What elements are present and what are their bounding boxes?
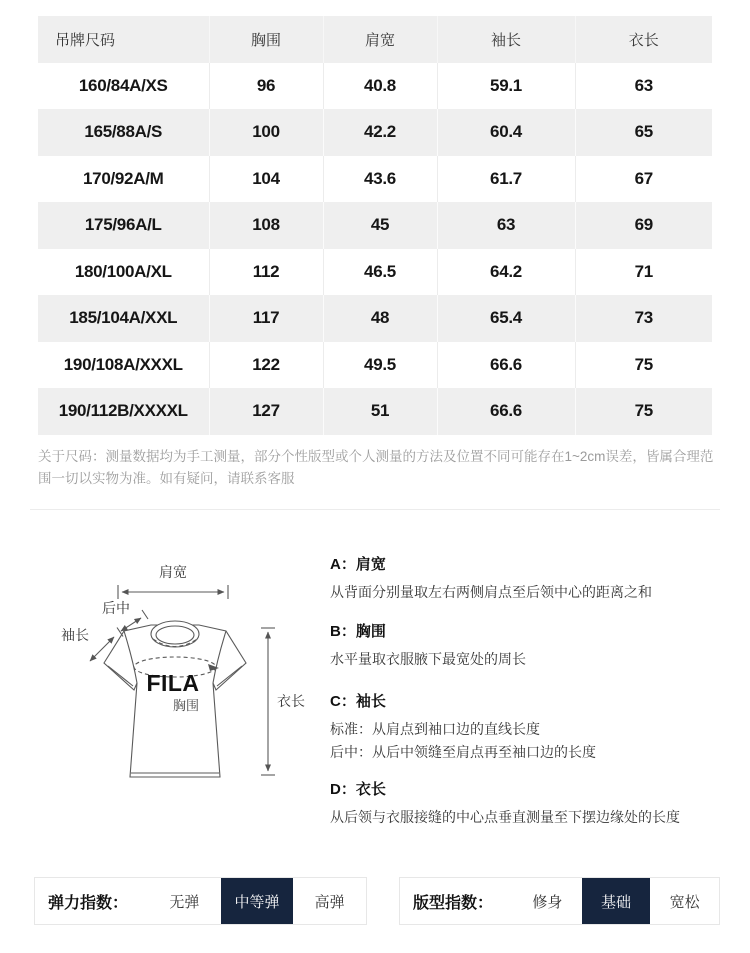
size-cell: 185/104A/XXL	[69, 308, 178, 328]
size-cell: 190/108A/XXXL	[63, 354, 183, 374]
table-row	[38, 202, 712, 249]
table-row	[38, 156, 712, 203]
chest-cell: 100	[209, 109, 323, 156]
table-row	[38, 388, 712, 435]
sleeve-cell: 65.4	[437, 295, 575, 342]
shoulder-cell: 49.5	[323, 342, 437, 389]
elasticity-index-box	[34, 877, 367, 925]
garment-length-label: 衣长	[277, 693, 305, 709]
measure-desc: 水平量取衣服腋下最宽处的周长	[330, 651, 526, 667]
table-row	[38, 342, 712, 389]
column-header-length: 衣长	[575, 16, 712, 63]
table-row	[38, 63, 712, 110]
measure-desc: 从后领与衣服接缝的中心点垂直测量至下摆边缘处的长度	[330, 809, 680, 825]
tshirt-measurement-diagram	[30, 540, 320, 810]
size-cell: 180/100A/XL	[74, 261, 172, 281]
sleeve-cell: 60.4	[437, 109, 575, 156]
length-cell: 75	[575, 388, 712, 435]
chest-cell: 112	[209, 249, 323, 296]
fit-option-slim[interactable]: 修身	[532, 893, 563, 911]
measure-heading: D：衣长	[330, 781, 386, 798]
table-row	[38, 249, 712, 296]
shoulder-cell: 40.8	[323, 63, 437, 110]
elasticity-option-high[interactable]: 高弹	[314, 893, 345, 911]
length-cell: 73	[575, 295, 712, 342]
sleeve-cell: 59.1	[437, 63, 575, 110]
chest-cell: 108	[209, 202, 323, 249]
column-header-chest: 胸围	[209, 16, 323, 63]
size-cell: 170/92A/M	[83, 168, 164, 188]
shoulder-cell: 45	[323, 202, 437, 249]
column-header-sleeve: 袖长	[437, 16, 575, 63]
elasticity-option-medium[interactable]: 中等弹	[221, 878, 294, 924]
sleeve-cell: 61.7	[437, 156, 575, 203]
back-center-tick	[117, 628, 123, 637]
length-cell: 69	[575, 202, 712, 249]
shoulder-cell: 42.2	[323, 109, 437, 156]
measure-desc: 后中：从后中领缝至肩点再至袖口边的长度	[330, 744, 596, 760]
measure-heading: A：肩宽	[330, 556, 386, 573]
size-cell: 160/84A/XS	[78, 75, 168, 95]
measure-def-chest	[330, 620, 735, 671]
measure-heading: B：胸围	[330, 623, 386, 640]
fit-index-label: 版型指数：	[413, 894, 494, 912]
fit-option-basic[interactable]: 基础	[582, 878, 651, 924]
length-cell: 65	[575, 109, 712, 156]
collar-inner	[156, 626, 194, 644]
fit-option-loose[interactable]: 宽松	[669, 893, 700, 911]
sleeve-cell: 66.6	[437, 388, 575, 435]
length-cell: 63	[575, 63, 712, 110]
collar-side-tick	[142, 610, 148, 619]
chest-cell: 127	[209, 388, 323, 435]
size-cell: 190/112B/XXXXL	[58, 401, 188, 421]
measure-def-shoulder	[330, 553, 735, 604]
length-cell: 67	[575, 156, 712, 203]
shoulder-cell: 43.6	[323, 156, 437, 203]
shoulder-width-label: 肩宽	[159, 564, 187, 580]
shoulder-cell: 51	[323, 388, 437, 435]
column-header-tag-size: 吊牌尺码	[55, 31, 116, 49]
chest-cell: 96	[209, 63, 323, 110]
size-disclaimer-note: 关于尺码：测量数据均为手工测量，部分个性版型或个人测量的方法及位置不同可能存在1~2cm误差，皆属合理范围一切以实物为准。如有疑问，请联系客服	[38, 449, 714, 486]
section-divider	[30, 509, 720, 510]
size-cell: 175/96A/L	[84, 215, 162, 235]
chest-cell: 117	[209, 295, 323, 342]
table-row	[38, 109, 712, 156]
table-header-row	[38, 16, 712, 63]
shoulder-cell: 48	[323, 295, 437, 342]
size-cell: 165/88A/S	[84, 122, 163, 142]
length-cell: 75	[575, 342, 712, 389]
measure-desc: 从背面分别量取左右两侧肩点至后领中心的距离之和	[330, 584, 652, 600]
column-header-shoulder: 肩宽	[323, 16, 437, 63]
chest-label: 胸围	[172, 698, 200, 713]
chest-cell: 122	[209, 342, 323, 389]
chest-cell: 104	[209, 156, 323, 203]
measure-def-sleeve	[330, 690, 735, 764]
table-row	[38, 295, 712, 342]
length-cell: 71	[575, 249, 712, 296]
measure-desc: 标准：从肩点到袖口边的直线长度	[330, 721, 540, 737]
sleeve-length-label: 袖长	[61, 627, 89, 643]
measure-def-length	[330, 778, 735, 829]
measure-heading: C：袖长	[330, 693, 386, 710]
sleeve-cell: 66.6	[437, 342, 575, 389]
shoulder-cell: 46.5	[323, 249, 437, 296]
fila-logo: FILA	[146, 670, 200, 696]
sleeve-cell: 63	[437, 202, 575, 249]
back-center-label: 后中	[102, 600, 130, 616]
sleeve-cell: 64.2	[437, 249, 575, 296]
elasticity-index-label: 弹力指数：	[48, 894, 129, 912]
size-table	[38, 16, 712, 435]
fit-index-box	[399, 877, 720, 925]
elasticity-option-none[interactable]: 无弹	[169, 893, 200, 911]
